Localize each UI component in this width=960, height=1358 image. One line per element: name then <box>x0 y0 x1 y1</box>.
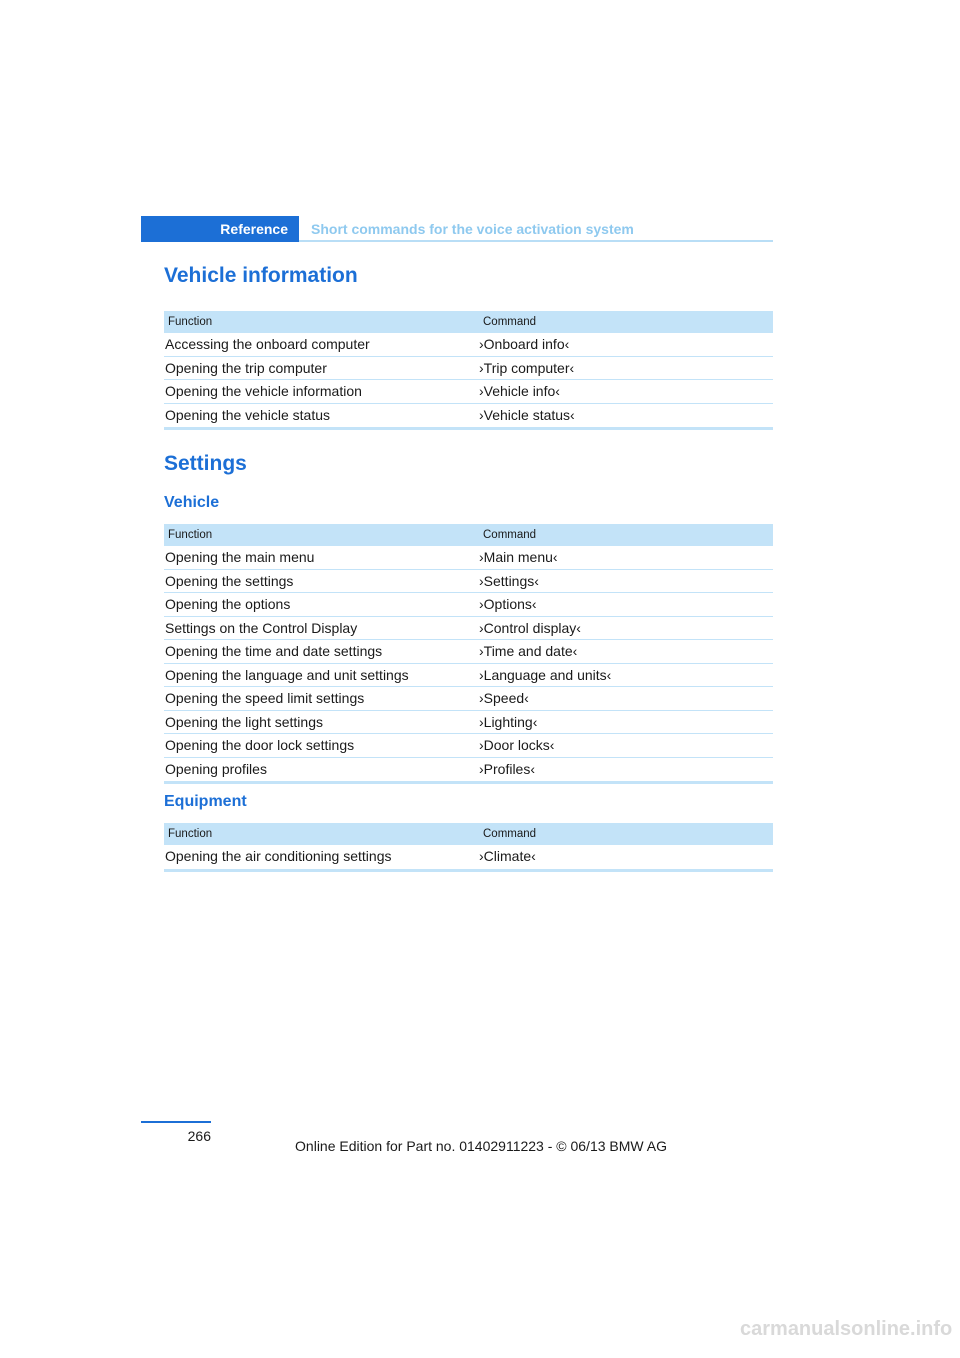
table-row <box>164 617 773 641</box>
command-cell: ›Lighting‹ <box>479 713 538 730</box>
command-cell: ›Door locks‹ <box>479 737 555 753</box>
footer-edition-note: Online Edition for Part no. 01402911223 - © 06/13 BMW AG <box>295 1138 667 1154</box>
command-cell: ›Options‹ <box>479 596 537 612</box>
table-header <box>164 524 773 546</box>
function-cell: Opening the light settings <box>165 713 323 730</box>
command-cell: ›Climate‹ <box>479 848 536 864</box>
command-cell: ›Settings‹ <box>479 572 539 589</box>
header-chapter-title: Short commands for the voice activation system <box>311 221 634 237</box>
command-cell: ›Control display‹ <box>479 619 581 636</box>
column-header-function: Function <box>168 316 213 328</box>
table-footer-rule <box>164 781 773 784</box>
table-row <box>164 404 773 428</box>
function-cell: Opening the options <box>165 596 291 612</box>
table-vehicle-information <box>164 311 773 430</box>
column-header-command: Command <box>483 316 537 328</box>
table-row <box>164 711 773 735</box>
table-vehicle-settings <box>164 524 773 784</box>
table-row <box>164 845 773 869</box>
function-cell: Opening the language and unit settings <box>165 666 409 683</box>
function-cell: Opening the main menu <box>165 549 315 565</box>
command-cell: ›Language and units‹ <box>479 666 612 683</box>
column-header-function: Function <box>168 828 213 840</box>
table-row <box>164 593 773 617</box>
header-rule <box>299 240 773 242</box>
table-row <box>164 640 773 664</box>
table-header <box>164 823 773 845</box>
watermark-logo: carmanualsonline.info <box>740 1318 953 1340</box>
table-header <box>164 311 773 333</box>
page-number-rule <box>141 1121 211 1123</box>
subheading-vehicle: Vehicle <box>164 494 220 511</box>
function-cell: Opening the speed limit settings <box>165 690 365 706</box>
column-header-command: Command <box>483 529 537 541</box>
function-cell: Settings on the Control Display <box>165 619 358 636</box>
command-cell: ›Onboard info‹ <box>479 336 570 352</box>
column-header-command: Command <box>483 828 537 840</box>
table-row <box>164 570 773 594</box>
table-equipment-settings <box>164 823 773 872</box>
table-row <box>164 546 773 570</box>
function-cell: Opening the air conditioning settings <box>165 848 392 864</box>
command-cell: ›Main menu‹ <box>479 549 558 565</box>
function-cell: Opening the vehicle status <box>165 406 330 423</box>
heading-vehicle-information: Vehicle information <box>164 264 358 287</box>
table-row <box>164 380 773 404</box>
heading-settings: Settings <box>164 452 247 475</box>
table-footer-rule <box>164 427 773 430</box>
function-cell: Opening the time and date settings <box>165 643 383 659</box>
command-cell: ›Speed‹ <box>479 690 529 706</box>
table-row <box>164 758 773 782</box>
table-footer-rule <box>164 869 773 872</box>
table-row <box>164 333 773 357</box>
table-row <box>164 687 773 711</box>
function-cell: Opening the vehicle information <box>165 383 362 399</box>
header-section-tab: Reference <box>141 216 299 242</box>
command-cell: ›Vehicle info‹ <box>479 383 560 399</box>
column-header-function: Function <box>168 529 213 541</box>
command-cell: ›Time and date‹ <box>479 643 578 659</box>
page-number: 266 <box>187 1128 211 1144</box>
command-cell: ›Vehicle status‹ <box>479 406 575 423</box>
function-cell: Opening the settings <box>165 572 294 589</box>
table-row <box>164 357 773 381</box>
table-row <box>164 664 773 688</box>
subheading-equipment: Equipment <box>164 793 247 810</box>
command-cell: ›Trip computer‹ <box>479 359 575 376</box>
command-cell: ›Profiles‹ <box>479 760 536 777</box>
function-cell: Accessing the onboard computer <box>165 336 370 352</box>
table-row <box>164 734 773 758</box>
function-cell: Opening the door lock settings <box>165 737 355 753</box>
function-cell: Opening the trip computer <box>165 359 327 376</box>
function-cell: Opening profiles <box>165 760 267 777</box>
